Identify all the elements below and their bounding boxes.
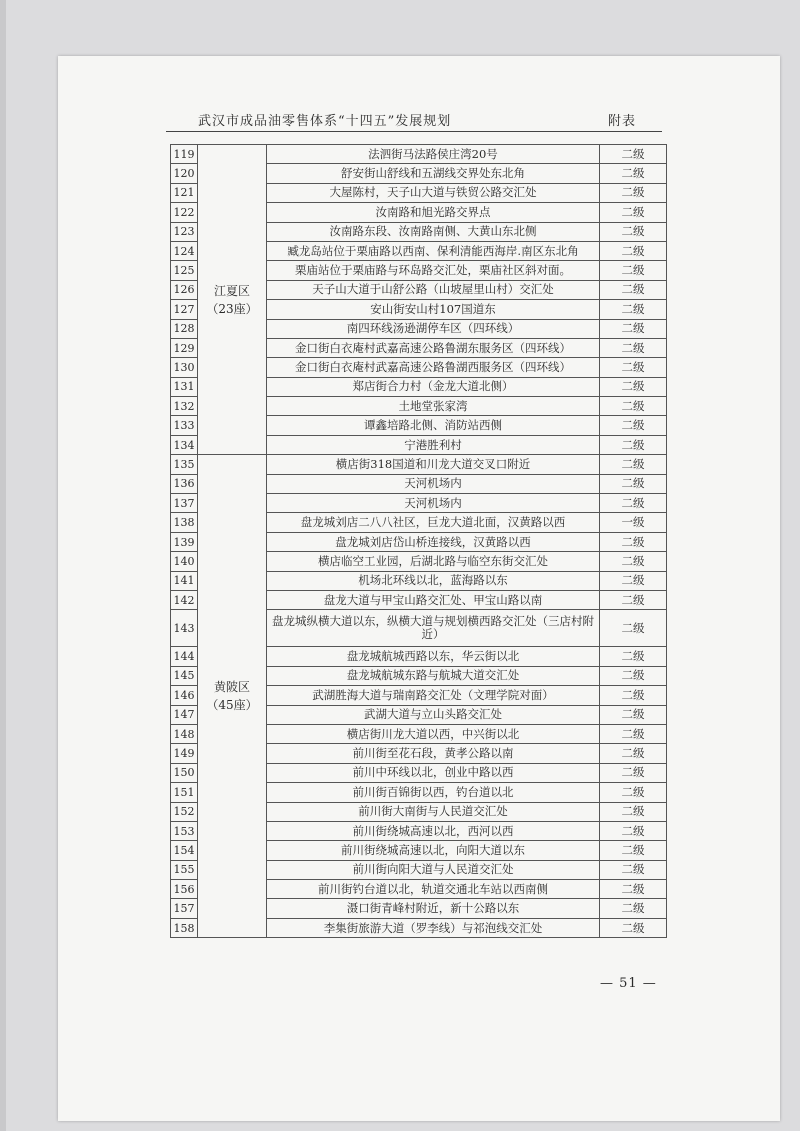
station-location: 郑店街合力村（金龙大道北侧）: [267, 377, 600, 396]
station-level: 二级: [600, 571, 667, 590]
header-note: 附表: [607, 114, 636, 129]
running-header: [198, 110, 636, 130]
row-number: 151: [171, 783, 198, 802]
station-location: 横店临空工业园，后湖北路与临空东街交汇处: [267, 552, 600, 571]
row-number: 125: [171, 261, 198, 280]
station-level: 二级: [600, 183, 667, 202]
station-location: 汝南路东段、汝南路南侧、大黄山东北侧: [267, 222, 600, 241]
row-number: 148: [171, 724, 198, 743]
row-number: 149: [171, 744, 198, 763]
station-location: 舒安街山舒线和五湖线交界处东北角: [267, 164, 600, 183]
row-number: 156: [171, 880, 198, 899]
station-location: 前川街至花石段，黄孝公路以南: [267, 744, 600, 763]
district-count: （23座）: [206, 301, 258, 316]
station-level: 二级: [600, 821, 667, 840]
station-location: 前川中环线以北，创业中路以西: [267, 763, 600, 782]
row-number: 132: [171, 397, 198, 416]
station-level: 二级: [600, 300, 667, 319]
station-level: 二级: [600, 358, 667, 377]
row-number: 142: [171, 590, 198, 609]
station-location: 安山街安山村107国道东: [267, 300, 600, 319]
row-number: 119: [171, 145, 198, 164]
station-level: 二级: [600, 724, 667, 743]
row-number: 152: [171, 802, 198, 821]
station-level: 二级: [600, 145, 667, 164]
station-location: 臧龙岛站位于栗庙路以西南、保利清能西海岸.南区东北角: [267, 241, 600, 260]
station-location: 武湖大道与立山头路交汇处: [267, 705, 600, 724]
station-location: 前川街绕城高速以北，西河以西: [267, 821, 600, 840]
station-level: 二级: [600, 474, 667, 493]
station-location: 盘龙大道与甲宝山路交汇处、甲宝山路以南: [267, 590, 600, 609]
station-level: 二级: [600, 338, 667, 357]
station-level: 一级: [600, 513, 667, 532]
station-location: 金口街白衣庵村武嘉高速公路鲁湖东服务区（四环线）: [267, 338, 600, 357]
row-number: 147: [171, 705, 198, 724]
station-level: 二级: [600, 319, 667, 338]
row-number: 145: [171, 666, 198, 685]
station-level: 二级: [600, 841, 667, 860]
row-number: 139: [171, 532, 198, 551]
station-level: 二级: [600, 416, 667, 435]
station-level: 二级: [600, 802, 667, 821]
station-location: 汝南路和旭光路交界点: [267, 203, 600, 222]
station-location: 盘龙城刘店二八八社区，巨龙大道北面，汉黄路以西: [267, 513, 600, 532]
header-rule: [166, 131, 662, 132]
district-cell: [198, 145, 267, 455]
station-level: 二级: [600, 686, 667, 705]
station-location: 前川街钓台道以北，轨道交通北车站以西南侧: [267, 880, 600, 899]
station-location: 横店街川龙大道以西，中兴街以北: [267, 724, 600, 743]
station-location: 大屋陈村，天子山大道与铁贸公路交汇处: [267, 183, 600, 202]
station-location: 土地堂张家湾: [267, 397, 600, 416]
row-number: 136: [171, 474, 198, 493]
station-location: 李集街旅游大道（罗李线）与祁泡线交汇处: [267, 918, 600, 937]
station-location: 法泗街马法路侯庄湾20号: [267, 145, 600, 164]
station-level: 二级: [600, 222, 667, 241]
row-number: 158: [171, 918, 198, 937]
station-location: 盘龙城航城东路与航城大道交汇处: [267, 666, 600, 685]
row-number: 141: [171, 571, 198, 590]
district-count: （45座）: [206, 698, 258, 713]
station-location: 前川街向阳大道与人民道交汇处: [267, 860, 600, 879]
station-level: 二级: [600, 455, 667, 474]
row-number: 124: [171, 241, 198, 260]
station-level: 二级: [600, 880, 667, 899]
station-level: 二级: [600, 203, 667, 222]
header-title: 武汉市成品油零售体系“十四五”发展规划: [198, 114, 452, 129]
station-level: 二级: [600, 494, 667, 513]
gas-station-table: [170, 144, 667, 938]
station-location: 盘龙城刘店岱山桥连接线，汉黄路以西: [267, 532, 600, 551]
row-number: 121: [171, 183, 198, 202]
station-location: 横店街318国道和川龙大道交叉口附近: [267, 455, 600, 474]
row-number: 123: [171, 222, 198, 241]
district-name: 黄陂区: [213, 680, 250, 695]
station-level: 二级: [600, 590, 667, 609]
station-level: 二级: [600, 705, 667, 724]
station-location: 武湖胜海大道与瑞南路交汇处（文理学院对面）: [267, 686, 600, 705]
station-location: 前川街百锦街以西，钓台道以北: [267, 783, 600, 802]
station-location: 南四环线汤逊湖停车区（四环线）: [267, 319, 600, 338]
station-location: 谭鑫培路北侧、消防站西侧: [267, 416, 600, 435]
page-number: — 51 —: [600, 976, 657, 991]
station-level: 二级: [600, 261, 667, 280]
row-number: 153: [171, 821, 198, 840]
station-location: 天河机场内: [267, 494, 600, 513]
station-level: 二级: [600, 610, 667, 647]
station-location: 金口街白衣庵村武嘉高速公路鲁湖西服务区（四环线）: [267, 358, 600, 377]
station-level: 二级: [600, 435, 667, 454]
row-number: 126: [171, 280, 198, 299]
row-number: 140: [171, 552, 198, 571]
row-number: 129: [171, 338, 198, 357]
row-number: 138: [171, 513, 198, 532]
station-level: 二级: [600, 860, 667, 879]
station-location: 前川街大南街与人民道交汇处: [267, 802, 600, 821]
station-level: 二级: [600, 397, 667, 416]
station-level: 二级: [600, 647, 667, 666]
station-location: 栗庙站位于栗庙路与环岛路交汇处，栗庙社区斜对面。: [267, 261, 600, 280]
station-level: 二级: [600, 918, 667, 937]
row-number: 146: [171, 686, 198, 705]
station-level: 二级: [600, 783, 667, 802]
station-level: 二级: [600, 763, 667, 782]
station-level: 二级: [600, 377, 667, 396]
station-level: 二级: [600, 164, 667, 183]
station-level: 二级: [600, 744, 667, 763]
row-number: 127: [171, 300, 198, 319]
station-level: 二级: [600, 666, 667, 685]
row-number: 135: [171, 455, 198, 474]
station-location: 天河机场内: [267, 474, 600, 493]
station-level: 二级: [600, 899, 667, 918]
station-level: 二级: [600, 532, 667, 551]
station-level: 二级: [600, 280, 667, 299]
table-row: [171, 455, 667, 474]
row-number: 157: [171, 899, 198, 918]
station-location: 前川街绕城高速以北，向阳大道以东: [267, 841, 600, 860]
station-location: 宁港胜利村: [267, 435, 600, 454]
row-number: 122: [171, 203, 198, 222]
station-level: 二级: [600, 552, 667, 571]
row-number: 134: [171, 435, 198, 454]
table-row: [171, 145, 667, 164]
row-number: 144: [171, 647, 198, 666]
station-location: 盘龙城纵横大道以东，纵横大道与规划横西路交汇处（三店村附近）: [267, 610, 600, 647]
station-location: 天子山大道于山舒公路（山坡屋里山村）交汇处: [267, 280, 600, 299]
row-number: 150: [171, 763, 198, 782]
station-level: 二级: [600, 241, 667, 260]
station-location: 机场北环线以北，蓝海路以东: [267, 571, 600, 590]
station-location: 盘龙城航城西路以东，华云街以北: [267, 647, 600, 666]
row-number: 154: [171, 841, 198, 860]
row-number: 155: [171, 860, 198, 879]
district-name: 江夏区: [213, 283, 250, 298]
row-number: 137: [171, 494, 198, 513]
station-location: 滠口街青峰村附近，新十公路以东: [267, 899, 600, 918]
row-number: 133: [171, 416, 198, 435]
row-number: 120: [171, 164, 198, 183]
row-number: 128: [171, 319, 198, 338]
row-number: 130: [171, 358, 198, 377]
row-number: 143: [171, 610, 198, 647]
district-cell: [198, 455, 267, 938]
row-number: 131: [171, 377, 198, 396]
scan-edge: [0, 0, 6, 1131]
